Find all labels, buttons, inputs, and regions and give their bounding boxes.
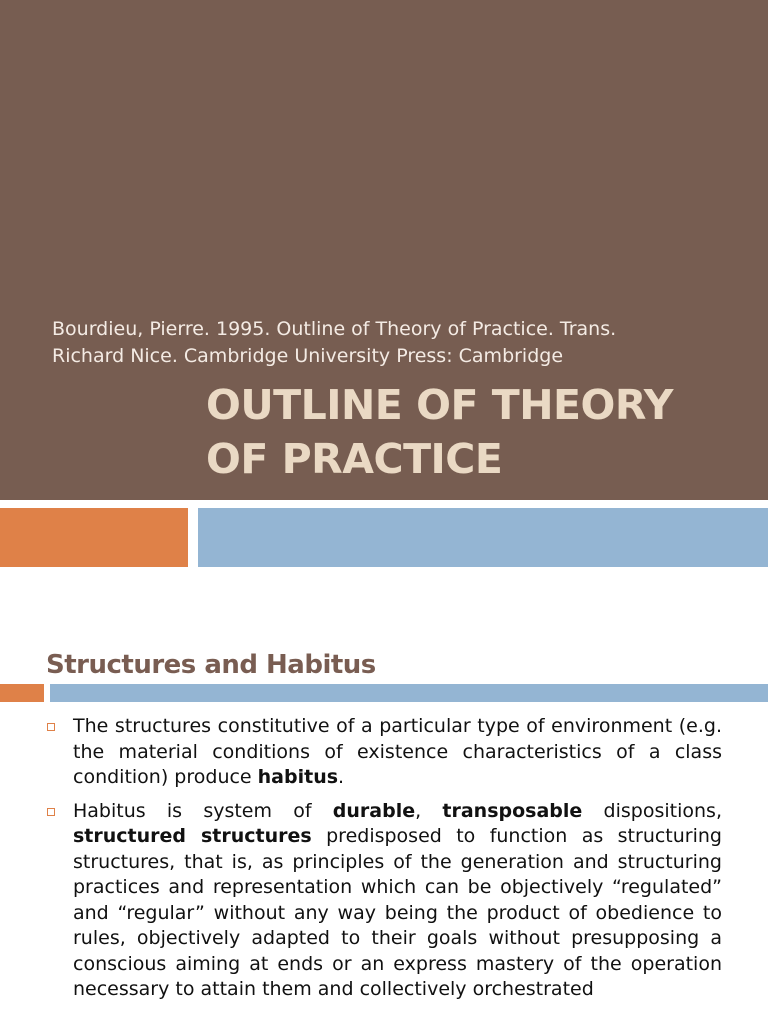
accent-bar-blue	[198, 508, 768, 567]
heading-accent-bar-orange	[0, 684, 44, 702]
bullet-text	[73, 799, 722, 1003]
bullet-text-run: predisposed to function as structuring structures, that is, as principles of the generation and structuring practices and representation which can be objectively “regulated” and “regular” without any way being the product of obedience to rules, objectively adapted to their goals without presupposing a conscious aiming at ends or an express mastery of the operation necessary to attain them and collectively orchestrated	[73, 825, 722, 1000]
bullet-text-bold: durable	[332, 799, 416, 822]
slide-title	[206, 378, 766, 486]
accent-bar-orange	[0, 508, 188, 567]
citation	[52, 316, 752, 370]
bullet-list	[0, 714, 768, 1011]
hollow-square-icon	[47, 808, 55, 816]
bullet-text-run: dispositions,	[582, 799, 722, 822]
bullet-text-bold: transposable	[442, 799, 583, 822]
bullet-text-run: The structures constitutive of a particular type of environment (e.g. the material conditions of existence characteristics of a class condition) produce	[73, 715, 722, 788]
bullet-text-run: ,	[415, 799, 443, 822]
slide-title-line-1: OUTLINE OF THEORY	[206, 381, 673, 429]
bullet-text-run: Habitus is system of	[73, 799, 333, 822]
bullet-text-run: .	[338, 766, 345, 788]
slide-title-line-2: OF PRACTICE	[206, 435, 503, 483]
bullet-text	[73, 714, 722, 791]
bullet-text-bold: structured structures	[73, 825, 312, 847]
bullet-text-bold: habitus	[257, 766, 339, 788]
citation-line-2: Richard Nice. Cambridge University Press: Cambridge	[52, 345, 564, 367]
bullet-item	[0, 714, 768, 791]
section-heading: Structures and Habitus	[46, 650, 376, 680]
hollow-square-icon	[47, 723, 55, 731]
heading-accent-bar-blue	[50, 684, 768, 702]
bullet-item	[0, 799, 768, 1003]
title-slide	[0, 0, 768, 500]
citation-line-1: Bourdieu, Pierre. 1995. Outline of Theory of Practice. Trans.	[52, 318, 617, 340]
